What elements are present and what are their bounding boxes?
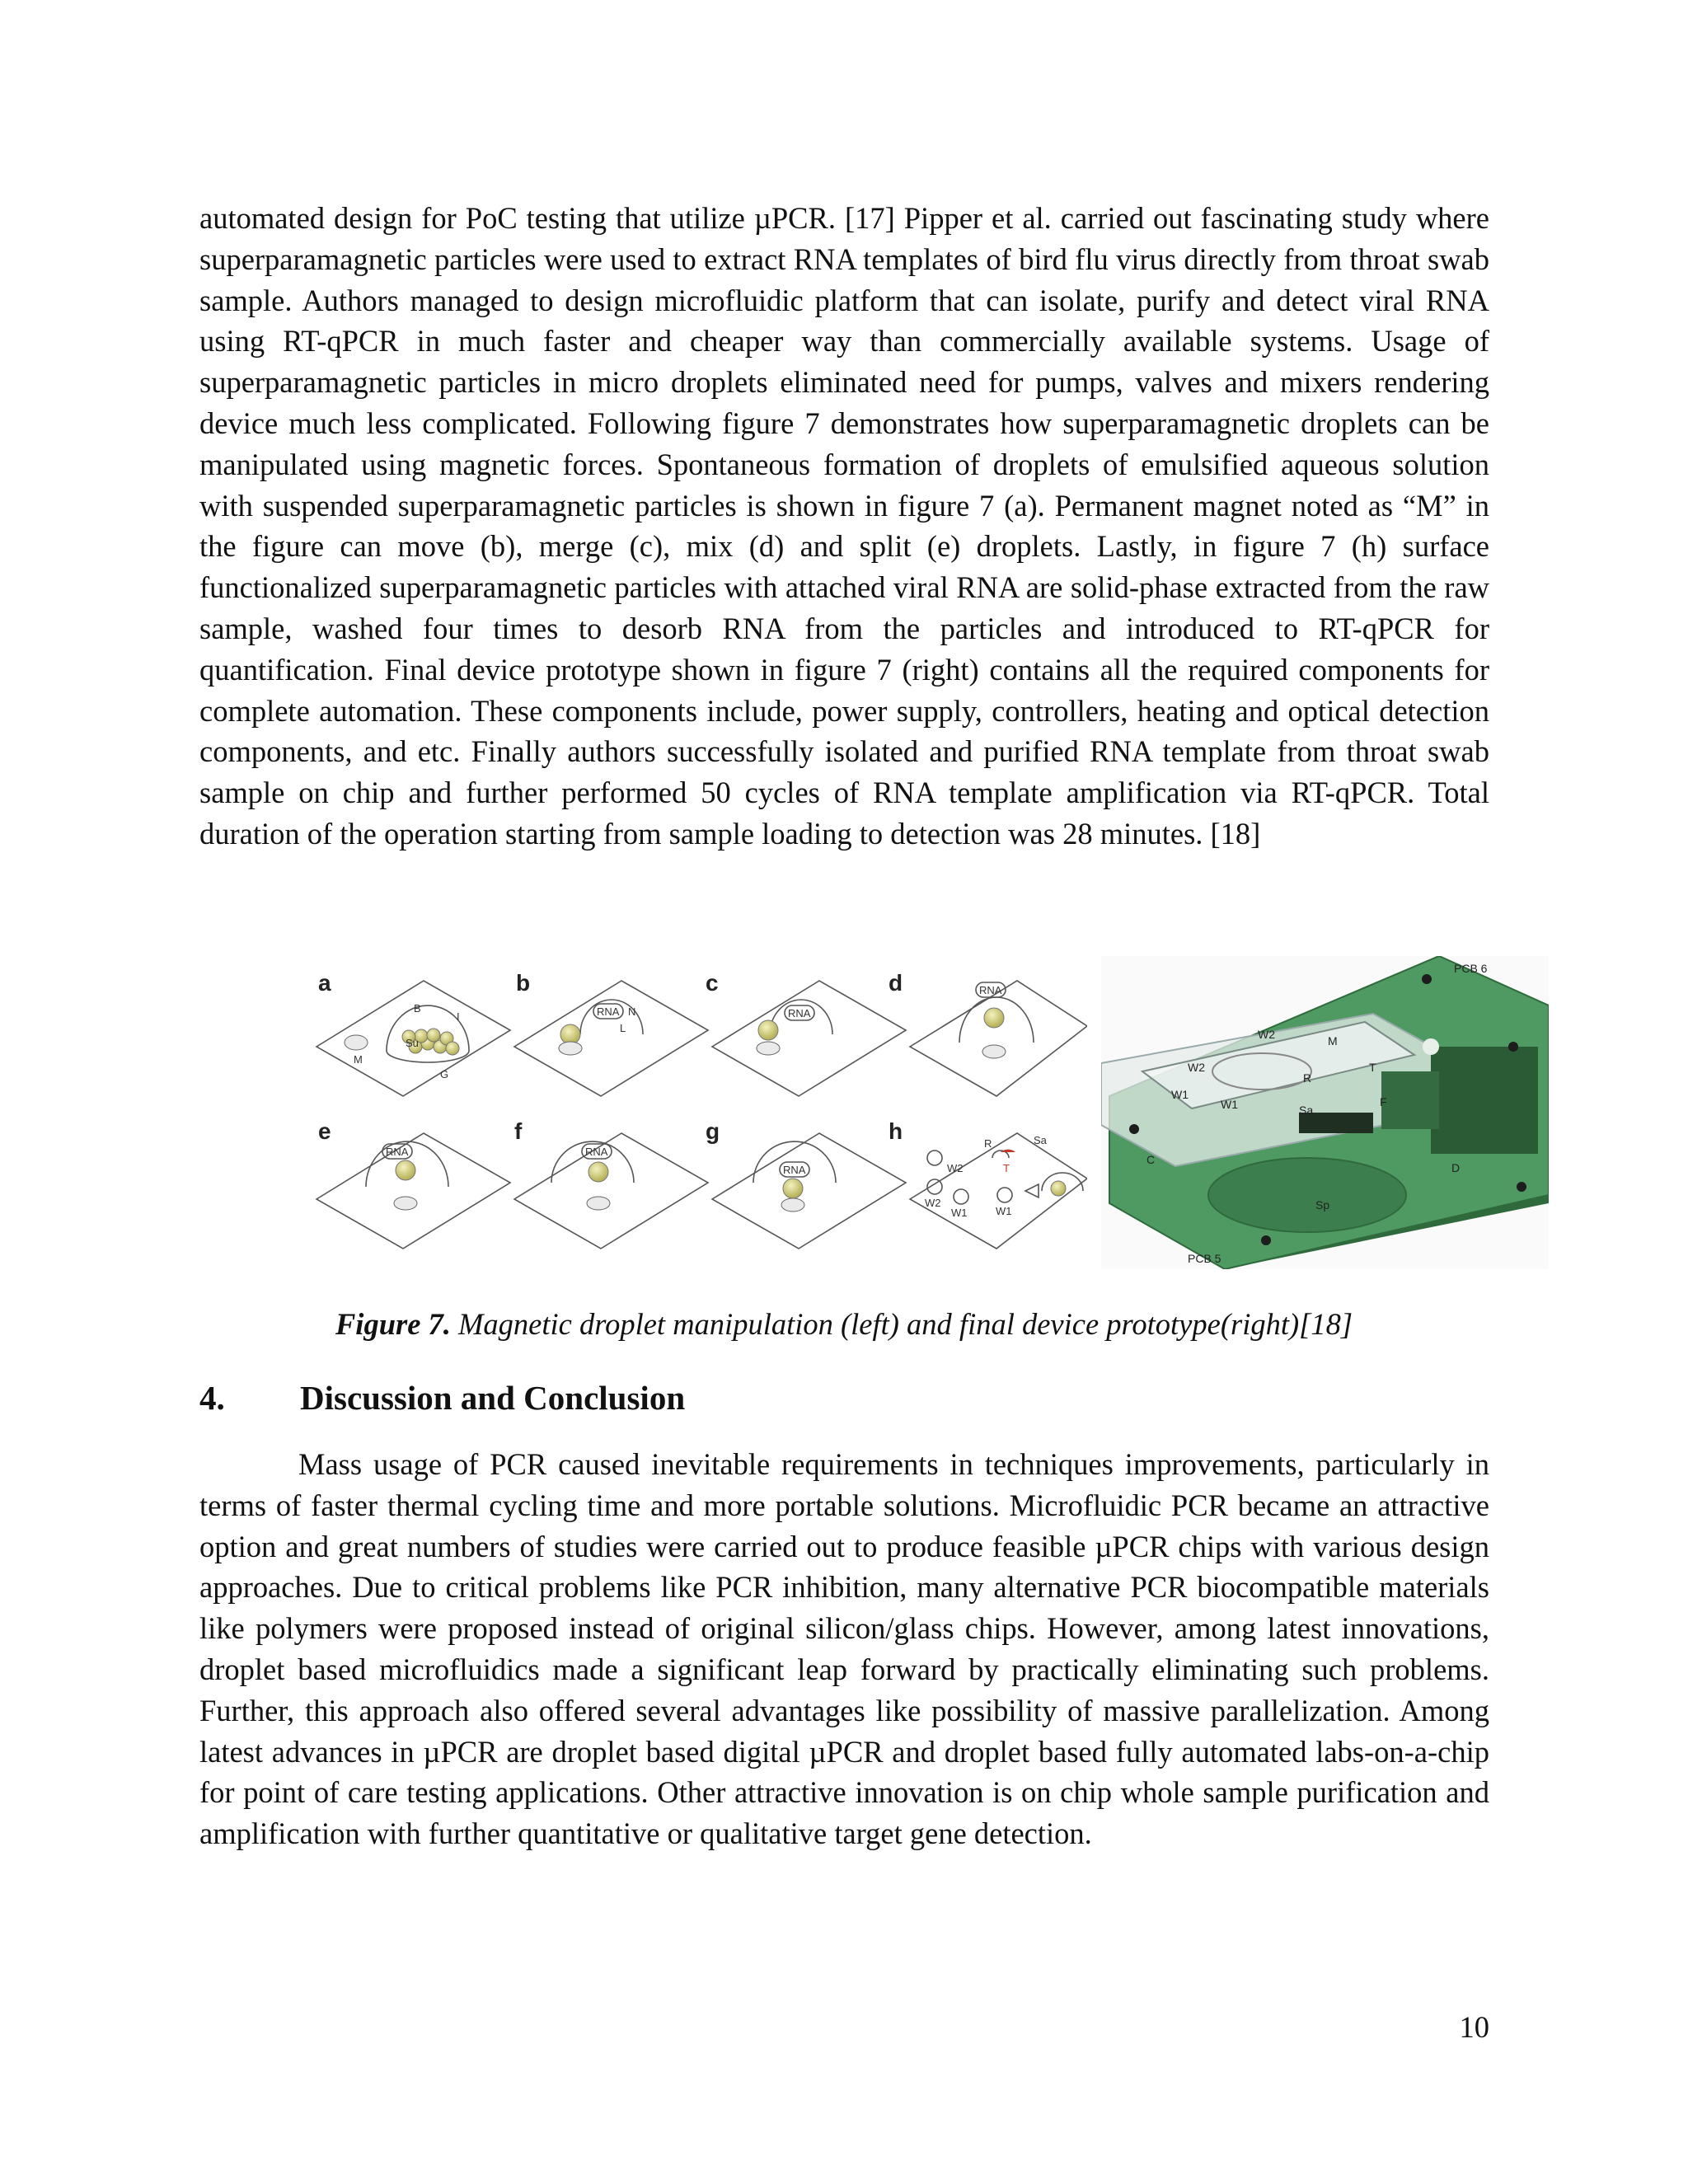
device-label-c: C — [1146, 1153, 1156, 1166]
panel-letter-b: b — [516, 970, 531, 996]
label-w1b: W1 — [996, 1205, 1012, 1217]
device-label-t: T — [1369, 1061, 1376, 1074]
device-label-sa: Sa — [1299, 1104, 1314, 1117]
panel-letter-a: a — [318, 970, 331, 996]
label-n: N — [628, 1005, 636, 1018]
panel-letter-g: g — [706, 1118, 720, 1144]
section-title: Discussion and Conclusion — [300, 1379, 686, 1417]
panel-letter-e: e — [318, 1118, 331, 1144]
figure-caption-label: Figure 7. — [335, 1307, 451, 1341]
panel-letter-c: c — [706, 970, 719, 996]
device-label-sp: Sp — [1315, 1198, 1330, 1212]
label-rna-d: RNA — [979, 984, 1002, 996]
section-heading — [199, 1378, 685, 1418]
device-label-f: F — [1380, 1095, 1387, 1108]
panel-letter-d: d — [889, 970, 903, 996]
label-r: R — [984, 1137, 992, 1150]
label-b: B — [414, 1002, 421, 1015]
device-label-r: R — [1303, 1071, 1312, 1085]
panel-letter-h: h — [889, 1118, 903, 1144]
body-paragraph: Mass usage of PCR caused inevitable requirements in techniques improvements, particularly in terms of faster thermal cycling time and more portable solutions. Microfluidic PCR became an attractive option and great numbers of studies were carried out to produce feasible µPCR chips with various design approaches. Due to critical problems like PCR inhibition, many alternative PCR biocompatible materials like polymers were proposed instead of original silicon/glass chips. However, among latest innovations, droplet based microfluidics made a significant leap forward by practically eliminating such problems. Further, this approach also offered several advantages like possibility of massive parallelization. Among latest advances in µPCR are droplet based digital µPCR and droplet based fully automated labs-on-a-chip for point of care testing applications. Other attractive innovation is on chip whole sample purification and amplification with further quantitative or qualitative target gene detection. — [199, 1447, 1489, 1851]
label-w2a: W2 — [947, 1162, 964, 1174]
device-label-w2a: W2 — [1258, 1028, 1275, 1041]
label-rna-c: RNA — [788, 1007, 811, 1019]
device-label-m: M — [1328, 1034, 1338, 1047]
device-label-w2b: W2 — [1188, 1061, 1205, 1074]
label-rna-b: RNA — [597, 1005, 620, 1018]
label-l: L — [620, 1022, 626, 1034]
label-i: I — [457, 1010, 460, 1023]
device-label-w1a: W1 — [1171, 1088, 1189, 1101]
panel-letter-f: f — [514, 1118, 523, 1144]
device-label-d: D — [1451, 1161, 1461, 1174]
page-number: 10 — [1459, 2010, 1489, 2044]
label-g: G — [440, 1068, 449, 1080]
droplet-manipulation-diagram — [308, 956, 1087, 1269]
device-prototype-diagram — [1101, 956, 1549, 1269]
device-label-pcb6: PCB 6 — [1454, 962, 1488, 975]
body-paragraph: automated design for PoC testing that utilize µPCR. [17] Pipper et al. carried out fascinating study where superparamagnetic particles were used to extract RNA templates of bird flu virus directly from throat swab sample. Authors managed to design microfluidic platform that can isolate, purify and detect viral RNA using RT-qPCR in much faster and cheaper way than commercially available systems. Usage of superparamagnetic particles in micro droplets eliminated need for pumps, valves and mixers rendering device much less complicated. Following figure 7 demonstrates how superparamagnetic droplets can be manipulated using magnetic forces. Spontaneous formation of droplets of emulsified aqueous solution with suspended superparamagnetic particles is shown in figure 7 (a). Permanent magnet noted as “M” in the figure can move (b), merge (c), mix (d) and split (e) droplets. Lastly, in figure 7 (h) surface functionalized superparamagnetic particles with attached viral RNA are solid-phase extracted from the raw sample, washed four times to desorb RNA from the particles and introduced to RT-qPCR for quantification. Final device prototype shown in figure 7 (right) contains all the required components for complete automation. These components include, power supply, controllers, heating and optical detection components, and etc. Finally authors successfully isolated and purified RNA template from throat swab sample on chip and further performed 50 cycles of RNA template amplification via RT-qPCR. Total duration of the operation starting from sample loading to detection was 28 minutes. [18] — [199, 201, 1489, 851]
label-m: M — [354, 1053, 363, 1066]
label-rna-e: RNA — [386, 1146, 409, 1158]
label-rna-g: RNA — [783, 1164, 806, 1176]
device-label-pcb5: PCB 5 — [1188, 1252, 1221, 1265]
label-w2b: W2 — [925, 1197, 941, 1209]
label-su: Su — [406, 1037, 419, 1049]
figure-caption-text: Magnetic droplet manipulation (left) and final device prototype(right)[18] — [450, 1307, 1353, 1341]
label-w1a: W1 — [951, 1207, 968, 1219]
figure-caption — [0, 1306, 1688, 1342]
label-t: T — [1003, 1162, 1010, 1174]
label-sa: Sa — [1034, 1134, 1047, 1146]
label-rna-f: RNA — [585, 1146, 608, 1158]
section-number: 4. — [199, 1379, 225, 1417]
device-label-w1b: W1 — [1221, 1098, 1238, 1111]
figure-7 — [308, 956, 1549, 1269]
